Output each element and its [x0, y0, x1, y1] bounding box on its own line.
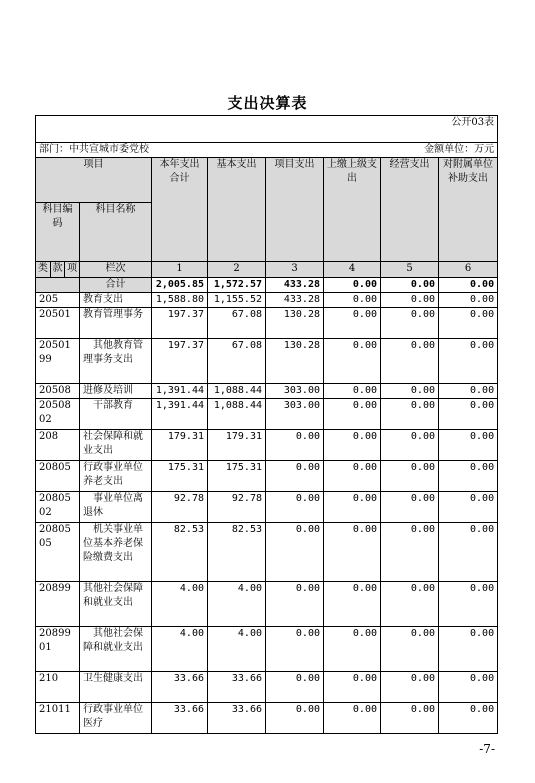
subject-code: 210: [36, 672, 80, 703]
amount-cell: 4.00: [152, 582, 208, 627]
subject-code: 2050802: [36, 399, 80, 430]
amount-cell: 0.00: [324, 384, 381, 399]
subject-name: 社会保障和就业支出: [80, 430, 152, 461]
subject-name: 其他社会保障和就业支出: [80, 627, 152, 672]
subject-code: 20501: [36, 308, 80, 339]
amount-cell: 0.00: [324, 492, 381, 523]
amount-cell: 33.66: [152, 703, 208, 734]
col-num-4: 4: [324, 262, 381, 278]
total-value: 433.28: [266, 278, 324, 293]
header-row-1: [36, 158, 498, 203]
subject-name: 干部教育: [80, 399, 152, 430]
amount-cell: 303.00: [266, 399, 324, 430]
form-code: 公开03表: [36, 116, 498, 143]
amount-cell: 0.00: [439, 293, 498, 308]
amount-cell: 0.00: [266, 461, 324, 492]
amount-cell: 130.28: [266, 339, 324, 384]
col-num-1: 1: [152, 262, 208, 278]
table-row: [36, 293, 498, 308]
amount-cell: 130.28: [266, 308, 324, 339]
subject-code: 2080502: [36, 492, 80, 523]
amount-cell: 0.00: [381, 384, 439, 399]
table-row: [36, 399, 498, 430]
amount-cell: 0.00: [381, 399, 439, 430]
total-value: 2,005.85: [152, 278, 208, 293]
table-row: [36, 672, 498, 703]
amount-cell: 0.00: [381, 703, 439, 734]
amount-cell: 179.31: [208, 430, 266, 461]
amount-cell: 197.37: [152, 339, 208, 384]
amount-cell: 67.08: [208, 339, 266, 384]
amount-cell: 0.00: [324, 430, 381, 461]
amount-cell: 67.08: [208, 308, 266, 339]
amount-cell: 0.00: [439, 523, 498, 582]
amount-cell: 0.00: [324, 672, 381, 703]
page-title: 支出决算表: [227, 94, 308, 112]
amount-cell: 1,391.44: [152, 384, 208, 399]
table-row: [36, 430, 498, 461]
amount-cell: 92.78: [208, 492, 266, 523]
total-value: 0.00: [324, 278, 381, 293]
subject-code: 205: [36, 293, 80, 308]
amount-cell: 0.00: [266, 582, 324, 627]
amount-cell: 0.00: [439, 582, 498, 627]
amount-cell: 0.00: [266, 672, 324, 703]
total-value: 0.00: [439, 278, 498, 293]
amount-cell: 0.00: [439, 308, 498, 339]
amount-cell: 1,088.44: [208, 384, 266, 399]
amount-cell: 0.00: [324, 293, 381, 308]
amount-cell: 0.00: [381, 627, 439, 672]
total-value: 1,572.57: [208, 278, 266, 293]
amount-cell: 0.00: [439, 672, 498, 703]
header-subject-code: 科目编码: [36, 203, 80, 262]
amount-cell: 1,155.52: [208, 293, 266, 308]
amount-cell: 0.00: [439, 492, 498, 523]
amount-cell: 0.00: [324, 627, 381, 672]
header-kuan: 款: [51, 262, 66, 277]
amount-cell: 0.00: [324, 703, 381, 734]
col-num-3: 3: [266, 262, 324, 278]
header-row-3: [36, 262, 498, 278]
unit-label: 金额单位：万元: [381, 143, 498, 158]
subject-code: 20508: [36, 384, 80, 399]
amount-cell: 33.66: [208, 672, 266, 703]
total-row: [36, 278, 498, 293]
amount-cell: 0.00: [266, 492, 324, 523]
subject-name: 行政事业单位养老支出: [80, 461, 152, 492]
subject-name: 卫生健康支出: [80, 672, 152, 703]
expenditure-table: [35, 115, 498, 734]
page-number: -7-: [479, 742, 495, 756]
amount-cell: 0.00: [266, 430, 324, 461]
amount-cell: 1,588.80: [152, 293, 208, 308]
amount-cell: 175.31: [152, 461, 208, 492]
amount-cell: 0.00: [381, 672, 439, 703]
subject-code: 2089901: [36, 627, 80, 672]
department-row: [36, 143, 498, 158]
amount-cell: 33.66: [208, 703, 266, 734]
amount-cell: 0.00: [324, 461, 381, 492]
amount-cell: 0.00: [381, 461, 439, 492]
subject-code: 2050199: [36, 339, 80, 384]
header-lei: 类: [36, 262, 51, 277]
subject-name: 进修及培训: [80, 384, 152, 399]
amount-cell: 33.66: [152, 672, 208, 703]
amount-cell: 0.00: [324, 523, 381, 582]
amount-cell: 0.00: [324, 308, 381, 339]
subject-name: 事业单位离退休: [80, 492, 152, 523]
amount-cell: 0.00: [381, 492, 439, 523]
subject-code: 208: [36, 430, 80, 461]
amount-cell: 0.00: [381, 523, 439, 582]
amount-cell: 197.37: [152, 308, 208, 339]
col-num-5: 5: [381, 262, 439, 278]
amount-cell: 0.00: [266, 523, 324, 582]
amount-cell: 0.00: [324, 399, 381, 430]
amount-cell: 0.00: [439, 627, 498, 672]
amount-cell: 1,088.44: [208, 399, 266, 430]
total-blank: [36, 278, 80, 293]
subject-name: 教育管理事务: [80, 308, 152, 339]
amount-cell: 92.78: [152, 492, 208, 523]
header-business: 经营支出: [381, 158, 439, 262]
subject-name: 行政事业单位医疗: [80, 703, 152, 734]
amount-cell: 0.00: [439, 703, 498, 734]
table-row: [36, 384, 498, 399]
subject-name: 其他教育管理事务支出: [80, 339, 152, 384]
col-num-6: 6: [439, 262, 498, 278]
amount-cell: 0.00: [381, 339, 439, 384]
amount-cell: 0.00: [381, 293, 439, 308]
form-code-row: [36, 116, 498, 143]
header-basic: 基本支出: [208, 158, 266, 262]
header-lkx: [36, 262, 80, 278]
amount-cell: 1,391.44: [152, 399, 208, 430]
table-row: [36, 492, 498, 523]
table-row: [36, 582, 498, 627]
subject-code: 20805: [36, 461, 80, 492]
amount-cell: 82.53: [152, 523, 208, 582]
amount-cell: 4.00: [152, 627, 208, 672]
amount-cell: 0.00: [439, 399, 498, 430]
amount-cell: 175.31: [208, 461, 266, 492]
total-label: 合计: [80, 278, 152, 293]
amount-cell: 0.00: [439, 461, 498, 492]
subject-name: 机关事业单位基本养老保险缴费支出: [80, 523, 152, 582]
amount-cell: 0.00: [439, 384, 498, 399]
amount-cell: 303.00: [266, 384, 324, 399]
amount-cell: 0.00: [324, 582, 381, 627]
table-row: [36, 523, 498, 582]
table-row: [36, 339, 498, 384]
subject-code: 2080505: [36, 523, 80, 582]
amount-cell: 0.00: [439, 430, 498, 461]
department-label: 部门：中共宣城市委党校: [36, 143, 381, 158]
amount-cell: 0.00: [266, 703, 324, 734]
amount-cell: 179.31: [152, 430, 208, 461]
amount-cell: 0.00: [324, 339, 381, 384]
header-lanci: 栏次: [80, 262, 152, 278]
amount-cell: 82.53: [208, 523, 266, 582]
subject-code: 20899: [36, 582, 80, 627]
amount-cell: 0.00: [439, 339, 498, 384]
subject-code: 21011: [36, 703, 80, 734]
amount-cell: 433.28: [266, 293, 324, 308]
header-item: 项目: [36, 158, 152, 203]
amount-cell: 0.00: [266, 627, 324, 672]
amount-cell: 4.00: [208, 627, 266, 672]
total-value: 0.00: [381, 278, 439, 293]
header-total: 本年支出合计: [152, 158, 208, 262]
header-subject-name: 科目名称: [80, 203, 152, 262]
table-row: [36, 627, 498, 672]
table-row: [36, 461, 498, 492]
header-project: 项目支出: [266, 158, 324, 262]
header-upper: 上缴上级支出: [324, 158, 381, 262]
subject-name: 其他社会保障和就业支出: [80, 582, 152, 627]
table-row: [36, 703, 498, 734]
subject-name: 教育支出: [80, 293, 152, 308]
amount-cell: 0.00: [381, 308, 439, 339]
header-subsidy: 对附属单位补助支出: [439, 158, 498, 262]
amount-cell: 0.00: [381, 582, 439, 627]
col-num-2: 2: [208, 262, 266, 278]
amount-cell: 4.00: [208, 582, 266, 627]
table-row: [36, 308, 498, 339]
amount-cell: 0.00: [381, 430, 439, 461]
header-xiang: 项: [67, 263, 78, 274]
